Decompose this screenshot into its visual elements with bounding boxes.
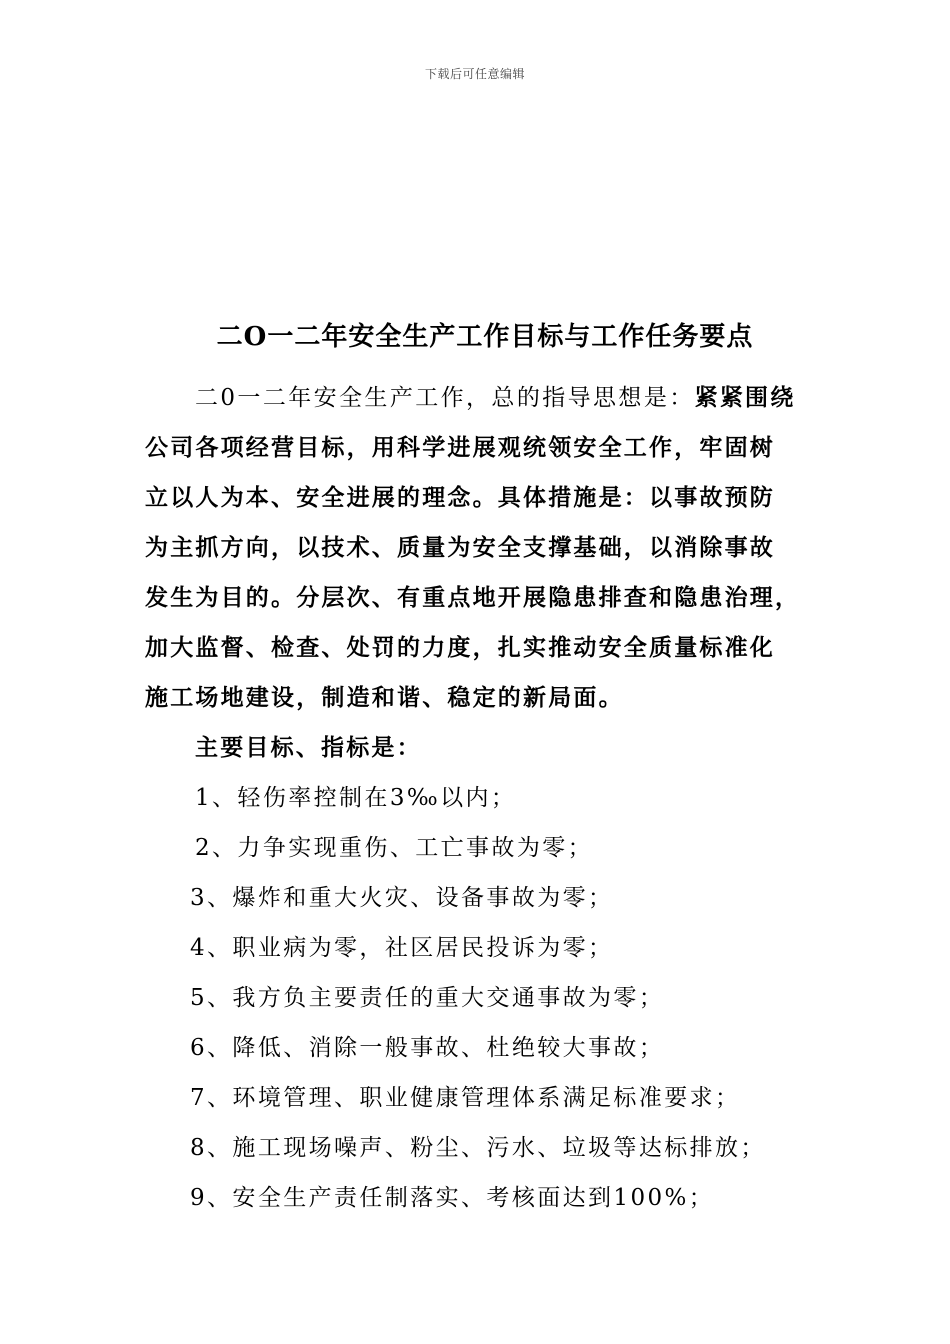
body-line: 加大监督、检查、处罚的力度，扎实推动安全质量标准化 [145, 634, 775, 661]
intro-line [195, 383, 795, 413]
body-line: 公司各项经营目标，用科学进展观统领安全工作，牢固树 [145, 434, 775, 461]
document-title: 二O一二年安全生产工作目标与工作任务要点 [216, 322, 754, 352]
target-item: 5、我方负主要责任的重大交通事故为零； [190, 985, 665, 1011]
body-line: 立以人为本、安全进展的理念。具体措施是：以事故预防 [145, 484, 775, 511]
body-line: 为主抓方向，以技术、质量为安全支撑基础，以消除事故 [145, 534, 775, 561]
target-item: 9、安全生产责任制落实、考核面达到100%； [190, 1185, 715, 1211]
target-item: 1、轻伤率控制在3‰以内； [195, 785, 517, 811]
target-item: 8、施工现场噪声、粉尘、污水、垃圾等达标排放； [190, 1135, 766, 1161]
target-item: 6、降低、消除一般事故、杜绝较大事故； [190, 1035, 665, 1061]
body-line: 发生为目的。分层次、有重点地开展隐患排查和隐患治理， [145, 584, 801, 611]
target-item: 2、力争实现重伤、工亡事故为零； [195, 835, 594, 861]
body-line: 施工场地建设，制造和谐、稳定的新局面。 [145, 684, 624, 711]
header-note: 下载后可任意编辑 [424, 67, 525, 81]
intro-bold-text: 紧紧围绕 [694, 384, 796, 411]
target-item: 3、爆炸和重大火灾、设备事故为零； [190, 885, 614, 911]
intro-normal-text: 二0一二年安全生产工作，总的指导思想是： [195, 385, 695, 411]
target-item: 7、环境管理、职业健康管理体系满足标准要求； [190, 1085, 741, 1111]
target-item: 4、职业病为零，社区居民投诉为零； [190, 935, 614, 961]
targets-heading: 主要目标、指标是： [195, 734, 422, 761]
